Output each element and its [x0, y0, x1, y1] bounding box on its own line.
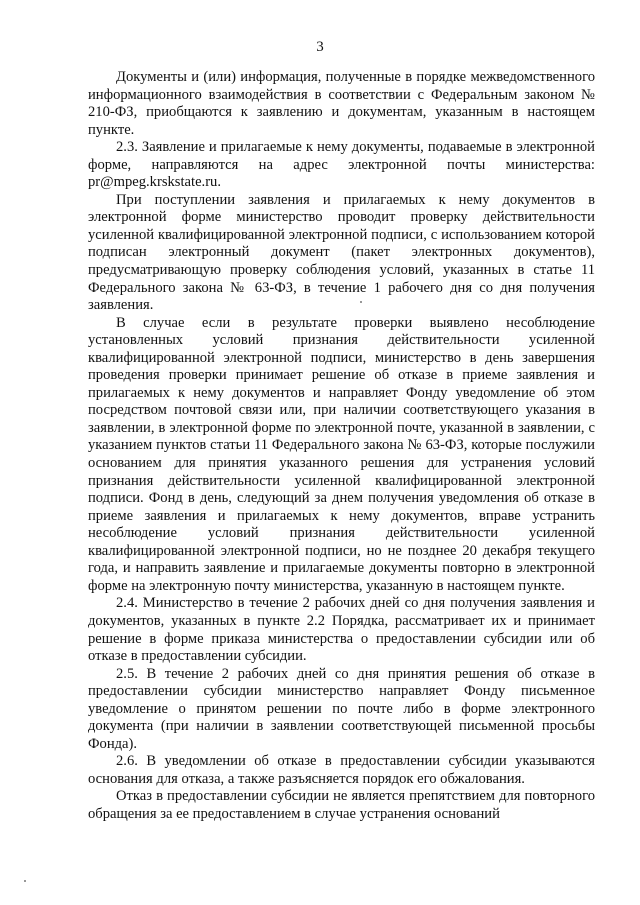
paragraph-signature-check: При поступлении заявления и прилагаемых к нему документов в электронной форме министерство проводит проверку действительности усиленной квалифицированной электронной подписи, с использованием которой подписан электронный документ (пакет электронных документов), предусматривающую проверку соблюдения условий, указанных в статье 11 Федерального закона № 63-ФЗ, в течение 1 рабочего дня со дня получения заявления.	[88, 191, 595, 314]
page-number: 3	[316, 39, 324, 55]
paragraph-2-3: 2.3. Заявление и прилагаемые к нему документы, подаваемые в электронной форме, направляются на адрес электронной почты министерства: pr@mpeg.krskstate.ru.	[88, 139, 595, 191]
paragraph-refusal-notice: В случае если в результате проверки выявлено несоблюдение установленных условий признания действительности усиленной квалифицированной электронной подписи, министерство в день завершения проведения проверки принимает решение об отказе в приеме заявления и прилагаемых к нему документов и направляет Фонду уведомление об этом посредством почтовой связи или, при наличии соответствующего указания в заявлении, в электронной форме по электронной почте, указанной в заявлении, с указанием пунктов статьи 11 Федерального закона № 63-ФЗ, которые послужили основанием для принятия указанного решения для устранения условий признания действительности усиленной квалифицированной электронной подписи. Фонд в день, следующий за днем получения уведомления об отказе в приеме заявления и прилагаемых к нему документов, вправе устранить несоблюдение условий признания действительности усиленной квалифицированной электронной подписи, но не позднее 20 декабря текущего года, и направить заявление и прилагаемые документы повторно в электронной форме на электронную почту министерства, указанную в настоящем пункте.	[88, 314, 595, 594]
paragraph-2-4: 2.4. Министерство в течение 2 рабочих дней со дня получения заявления и документов, указанных в пункте 2.2 Порядка, рассматривает их и принимает решение в форме приказа министерства о предоставлении субсидии или об отказе в предоставлении субсидии.	[88, 595, 595, 665]
document-body	[88, 69, 595, 824]
paragraph-2-5: 2.5. В течение 2 рабочих дней со дня принятия решения об отказе в предоставлении субсидии министерство направляет Фонду письменное уведомление о принятом решении по почте либо в форме электронного документа (при наличии в заявлении соответствующей письменной просьбы Фонда).	[88, 665, 595, 752]
paragraph-2-6: 2.6. В уведомлении об отказе в предоставлении субсидии указываются основания для отказа, а также разъясняется порядок его обжалования.	[88, 753, 595, 787]
paragraph-repeat-application: Отказ в предоставлении субсидии не является препятствием для повторного обращения за ее предоставлением в случае устранения оснований	[88, 788, 595, 822]
scan-speck	[360, 301, 362, 303]
paragraph-interagency-documents: Документы и (или) информация, полученные в порядке межведомственного информационного взаимодействия в соответствии с Федеральным законом № 210-ФЗ, приобщаются к заявлению и документам, указанным в настоящем пункте.	[88, 69, 595, 138]
scan-speck	[24, 880, 26, 882]
